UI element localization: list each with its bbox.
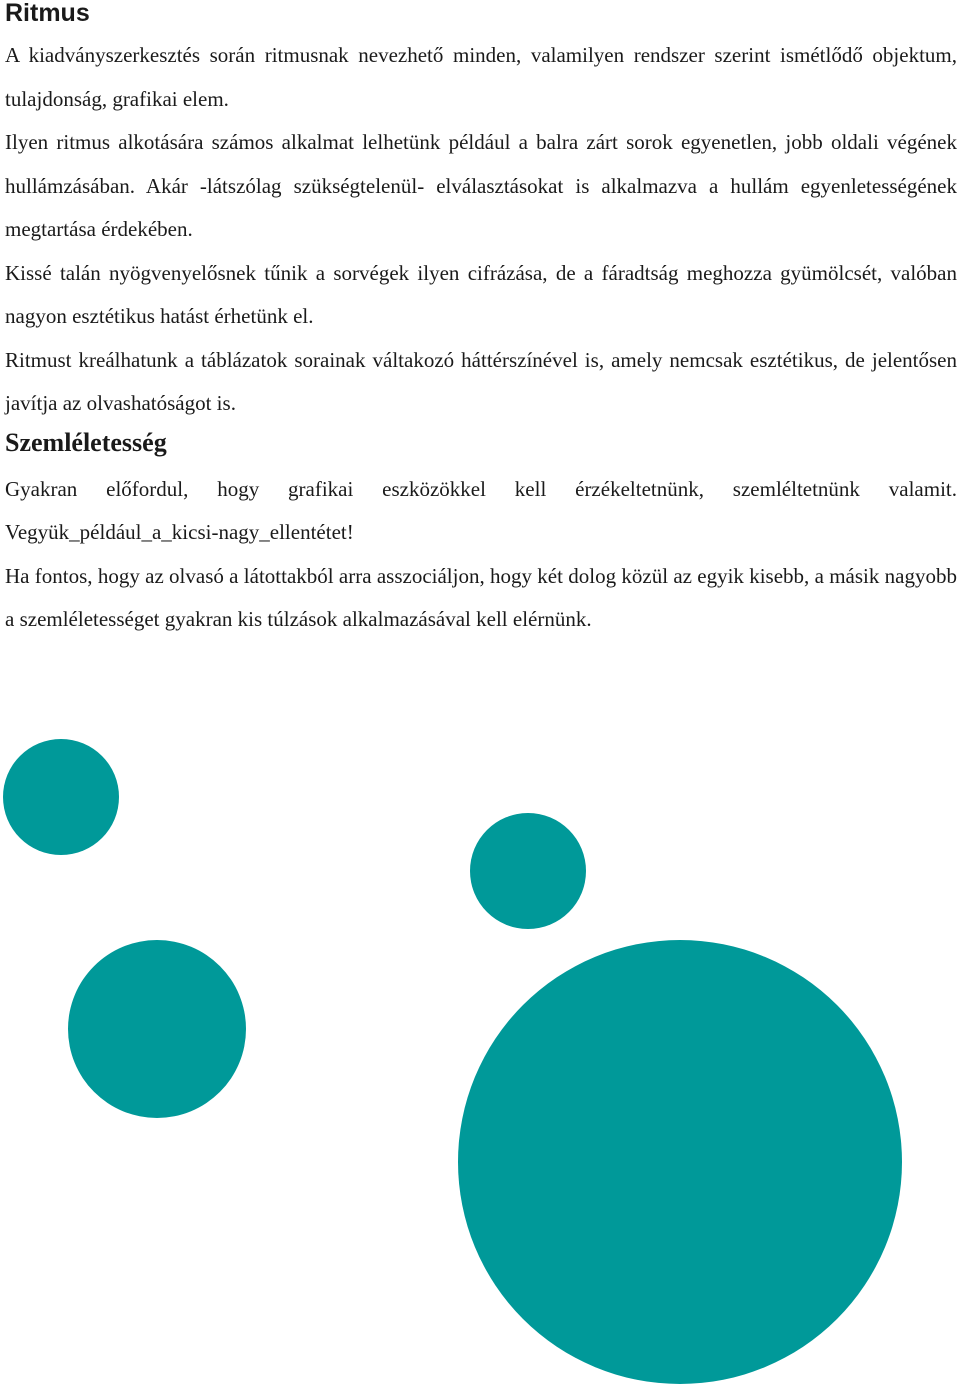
- paragraph-ritmus-2: Ilyen ritmus alkotására számos alkalmat lelhetünk például a balra zárt sorok egyenetlen, jobb oldali végének hullámzásában. Akár -látszólag szükségtelenül- elválasztásokat is alkalmazva a hullám egyenletességének megtartása érdekében.: [5, 130, 957, 241]
- small-circle-middle: [470, 813, 586, 929]
- document-page: [5, 0, 957, 642]
- medium-circle-left: [68, 940, 246, 1118]
- heading-ritmus: Ritmus: [5, 0, 90, 27]
- paragraph-ritmus-4: Ritmust kreálhatunk a táblázatok sorainak váltakozó háttérszínével is, amely nemcsak esztétikus, de jelentősen javítja az olvashatóságot is.: [5, 347, 957, 415]
- large-circle-right: [458, 940, 902, 1384]
- paragraph-szemleletesseg-2: Ha fontos, hogy az olvasó a látottakból arra asszociáljon, hogy két dolog közül az egyik kisebb, a másik nagyobb a szemléletességet gyakran kis túlzások alkalmazásával kell elérnünk.: [5, 563, 957, 631]
- paragraph-szemleletesseg-1: Gyakran előfordul, hogy grafikai eszközökkel kell érzékeltetnünk, szemléltetnünk valamit. Vegyük_például_a_kicsi-nagy_ellentétet!: [5, 476, 957, 544]
- small-circle-top-left: [3, 739, 119, 855]
- heading-szemleletesseg: Szemléletesség: [5, 427, 167, 457]
- paragraph-ritmus-3: Kissé talán nyögvenyelősnek tűnik a sorvégek ilyen cifrázása, de a fáradtság meghozza gyümölcsét, valóban nagyon esztétikus hatást érhetünk el.: [5, 260, 957, 328]
- paragraph-ritmus-1: A kiadványszerkesztés során ritmusnak nevezhető minden, valamilyen rendszer szerint ismétlődő objektum, tulajdonság, grafikai elem.: [5, 43, 957, 111]
